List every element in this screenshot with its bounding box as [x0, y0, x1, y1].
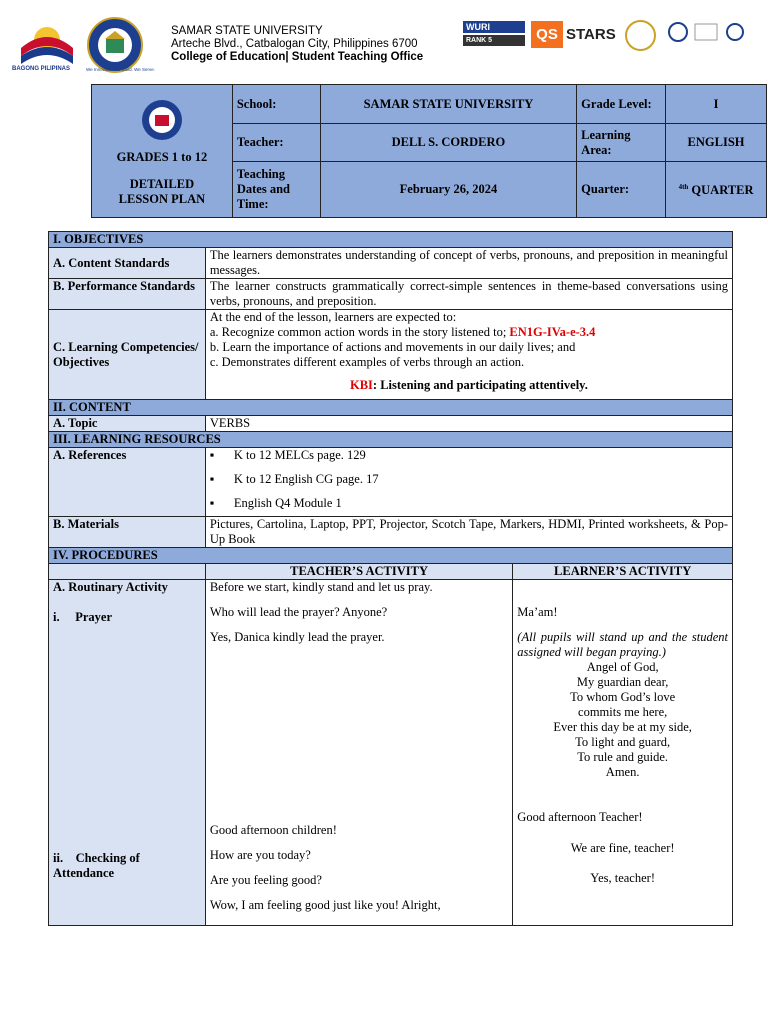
grade-label: Grade Level:	[577, 85, 666, 124]
dates-label: Teaching Dates and Time:	[232, 162, 320, 218]
topic: VERBS	[205, 416, 732, 432]
references-list	[205, 448, 732, 517]
accreditation-seal-icon	[625, 20, 656, 51]
prayer-text: Angel of God, My guardian dear, To whom God’s love commits me here, Ever this day be at my side, To light and guard, To rule and guide. Amen.	[553, 660, 692, 779]
learner-activity: Ma’am! (All pupils will stand up and the student assigned will began praying.) Angel of God, My guardian dear, To whom God’s love commits me here, Ever this day be at my side, To light and guard, To rule and guide. Amen. Good afternoon Teacher! We are fine, teacher! Yes, teacher!	[513, 580, 733, 926]
certification-logos	[665, 20, 750, 46]
teacher-activity-header: TEACHER’S ACTIVITY	[205, 564, 512, 580]
school-label: School:	[232, 85, 320, 124]
competencies: At the end of the lesson, learners are expected to: a. Recognize common action words in the story listened to; EN1G-IVa-e-3.4 b. Learn the importance of actions and movements in our daily lives; and c. Demonstrates different examples of verbs through an action. KBI: Listening and participating attentively.	[205, 310, 732, 400]
office-name: College of Education| Student Teaching Office	[171, 51, 424, 63]
content-heading: II. CONTENT	[49, 400, 733, 416]
logo-caption: BAGONG PILIPINAS	[12, 66, 71, 72]
learner-activity-header: LEARNER’S ACTIVITY	[513, 564, 733, 580]
teacher-activity: Before we start, kindly stand and let us pray. Who will lead the prayer? Anyone? Yes, Danica kindly lead the prayer. Good afternoon children! How are you today? Are you feeling good? Wow, I am feeling good just like you! Alright,	[205, 580, 512, 926]
lesson-plan-table	[48, 231, 733, 926]
date-value: February 26, 2024	[320, 162, 576, 218]
bagong-pilipinas-logo	[18, 18, 76, 66]
lesson-plan-title: GRADES 1 to 12 DETAILED LESSON PLAN	[92, 85, 233, 218]
objectives-heading: I. OBJECTIVES	[49, 232, 733, 248]
school-value: SAMAR STATE UNIVERSITY	[320, 85, 576, 124]
attendance-step: ii. Checking of Attendance	[53, 851, 143, 880]
list-item: ▪ K to 12 English CG page. 17	[209, 472, 379, 486]
resources-heading: III. LEARNING RESOURCES	[49, 432, 733, 448]
list-item: ▪ K to 12 MELCs page. 129	[209, 448, 366, 462]
wuri-badge: WURI RANK 5	[463, 21, 525, 51]
university-name: SAMAR STATE UNIVERSITY	[171, 25, 323, 37]
quarter-value: $^{4th}$ QUARTER	[666, 162, 767, 218]
teacher-label: Teacher:	[232, 124, 320, 162]
area-value: ENGLISH	[666, 124, 767, 162]
teacher-value: DELL S. CORDERO	[320, 124, 576, 162]
procedures-heading: IV. PROCEDURES	[49, 548, 733, 564]
deped-seal-icon	[96, 98, 228, 142]
grade-value: I	[666, 85, 767, 124]
prayer-step: i. Prayer	[53, 610, 113, 624]
list-item: ▪ English Q4 Module 1	[209, 496, 342, 510]
references-label: A. References	[49, 448, 206, 517]
area-label: Learning Area:	[577, 124, 666, 162]
competencies-label: C. Learning Competencies/ Objectives	[49, 310, 206, 400]
university-address: Arteche Blvd., Catbalogan City, Philippines 6700	[171, 38, 418, 50]
content-standards: The learners demonstrates understanding of concept of verbs, pronouns, and preposition in meaningful messages.	[205, 248, 732, 279]
quarter-label: Quarter:	[577, 162, 666, 218]
content-standards-label: A. Content Standards	[49, 248, 206, 279]
lesson-info-table	[91, 84, 767, 218]
performance-standards: The learner constructs grammatically correct-simple sentences in theme-based conversations using verbs, pronouns, and preposition.	[205, 279, 732, 310]
performance-standards-label: B. Performance Standards	[49, 279, 206, 310]
qs-logo: QS	[531, 21, 563, 48]
stars-label: STARS	[566, 26, 616, 43]
materials-label: B. Materials	[49, 517, 206, 548]
routinary-activity: A. Routinary Activity	[53, 580, 168, 594]
competency-code: EN1G-IVa-e-3.4	[509, 325, 596, 339]
header-text	[171, 25, 423, 64]
materials: Pictures, Cartolina, Laptop, PPT, Projector, Scotch Tape, Markers, HDMI, Printed worksheets, & Pop-Up Book	[205, 517, 732, 548]
ssu-seal-logo	[87, 17, 143, 73]
procedure-steps	[49, 580, 206, 926]
topic-label: A. Topic	[49, 416, 206, 432]
seal-caption: We Innovate. We Build. We Serve.	[86, 67, 156, 72]
